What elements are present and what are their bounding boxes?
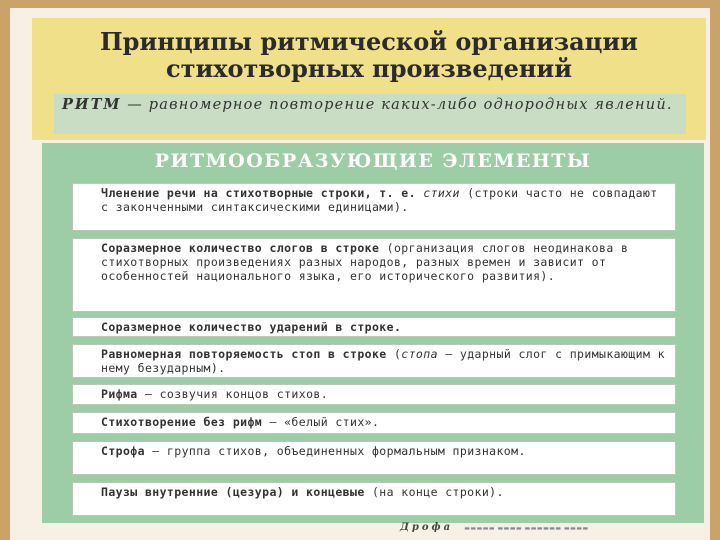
list-item: [72, 317, 676, 337]
item-italic: стопа: [401, 347, 438, 361]
item-text: (на конце строки).: [364, 485, 504, 499]
footer-fine-print: ▬▬▬▬▬ ▬▬▬▬ ▬▬▬▬▬▬ ▬▬▬▬: [464, 525, 589, 532]
item-lead: Соразмерное количество ударений в строке.: [101, 320, 402, 334]
item-lead: Паузы внутренние (цезура) и концевые: [101, 485, 365, 499]
item-lead: Членение речи на стихотворные строки, т. е.: [101, 186, 424, 200]
publisher-footer: [400, 522, 710, 540]
item-text: (организация слогов неодинакова в стихотворных произведениях разных народов, разных времен и зависит от особенностей национального языка, его исторического развития).: [101, 241, 629, 283]
item-text: (строки часто не совпадают с законченными синтаксическими единицами).: [101, 186, 658, 214]
item-lead: Соразмерное количество слогов в строке: [101, 241, 380, 255]
title-line-1: Принципы ритмической организации: [100, 27, 638, 56]
item-italic: стихи: [423, 186, 460, 200]
item-lead: Равномерная повторяемость стоп в строке: [101, 347, 387, 361]
publisher-logo: Дрофа: [400, 522, 454, 533]
list-item: [72, 238, 676, 312]
item-text: (: [386, 347, 402, 361]
list-item: [72, 482, 676, 516]
item-lead: Строфа: [101, 444, 145, 458]
list-item: [72, 344, 676, 378]
item-lead: Стихотворение без рифм: [101, 415, 263, 429]
item-text: — «белый стих».: [262, 415, 380, 429]
definition-term: РИТМ: [62, 96, 122, 113]
item-text-2: — ударный слог с примыкающим к нему безударным).: [101, 347, 665, 375]
header-panel: [32, 18, 706, 140]
title-line-2: стихотворных произведений: [165, 54, 573, 83]
list-item: [72, 441, 676, 475]
list-item: [72, 183, 676, 231]
item-lead: Рифма: [101, 387, 138, 401]
section-title: РИТМООБРАЗУЮЩИЕ ЭЛЕМЕНТЫ: [154, 150, 592, 172]
definition-text: — равномерное повторение каких-либо однородных явлений.: [121, 97, 673, 113]
list-item: [72, 412, 676, 434]
page-title: [32, 28, 706, 82]
list-item: [72, 384, 676, 405]
item-text: — созвучия концов стихов.: [137, 387, 329, 401]
item-text: — группа стихов, объединенных формальным признаком.: [144, 444, 526, 458]
rhythm-definition: [54, 94, 686, 134]
